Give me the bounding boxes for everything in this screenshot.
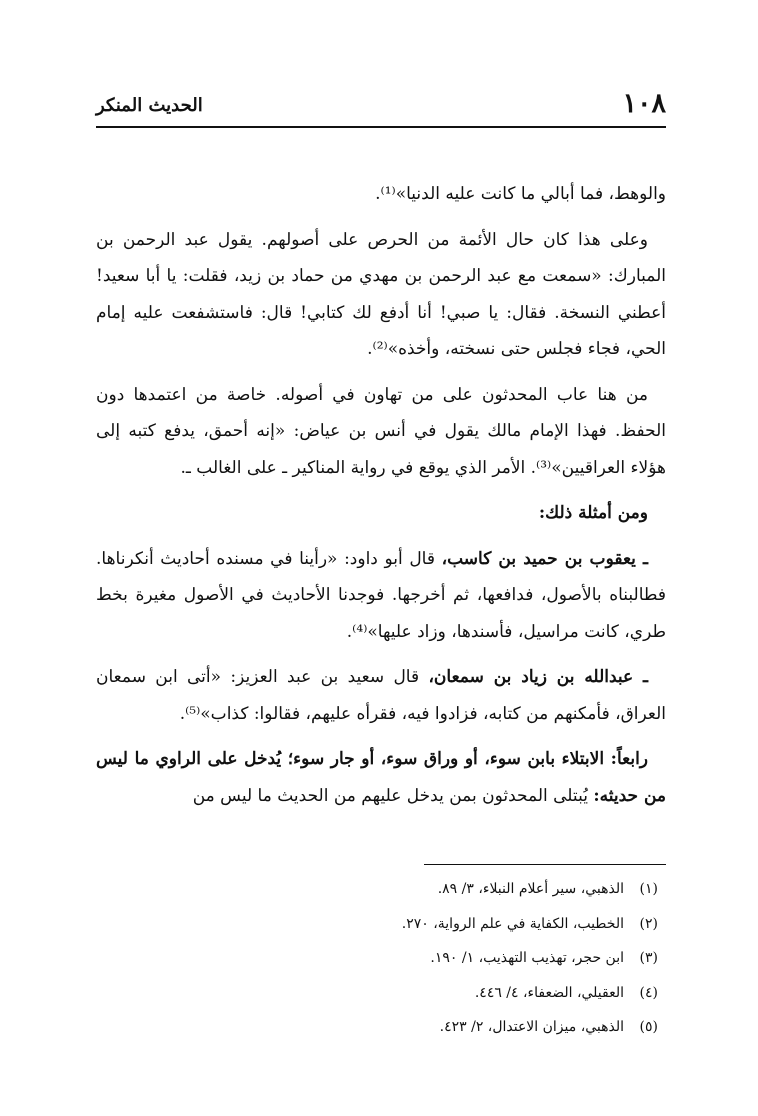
example-2-name: ـ عبدالله بن زياد بن سمعان، bbox=[428, 667, 648, 687]
example-1 bbox=[96, 541, 666, 651]
example-2-text: قال سعيد بن عبد العزيز: «أتى ابن سمعان العراق، فأمكنهم من كتابه، فزادوا فيه، فقرأه عليهم، فقالوا: كذاب»⁽⁵⁾. bbox=[96, 667, 666, 724]
footnote-text: الذهبي، سير أعلام النبلاء، ٣/ ٨٩. bbox=[437, 881, 624, 897]
header-rule bbox=[96, 126, 666, 128]
footnote-number: (٣) bbox=[639, 950, 658, 966]
paragraph-3: من هنا عاب المحدثون على من تهاون في أصوله. خاصة من اعتمدها دون الحفظ. فهذا الإمام مالك يقول في أنس بن عياض: «إنه أحمق، يدفع كتبه إلى هؤلاء العراقيين»⁽³⁾. الأمر الذي يوقع في رواية المناكير ـ على الغالب ـ. bbox=[96, 384, 666, 478]
paragraph-2: وعلى هذا كان حال الأئمة من الحرص على أصولهم. يقول عبد الرحمن بن المبارك: «سمعت مع عبد الرحمن بن مهدي من حماد بن زيد، فقلت: يا أبا سعيد! أعطني النسخة. فقال: يا صبي! أنا أدفع لك كتابي! قال: فاستشفعت عليه إمام الحي، فجاء فجلس حتى نسخته، وأخذه»⁽²⁾. bbox=[96, 229, 666, 359]
footnote-number: (٤) bbox=[639, 984, 658, 1001]
example-2 bbox=[96, 659, 666, 732]
examples-subheading: ومن أمثلة ذلك: bbox=[538, 503, 648, 523]
footnote-number: (١) bbox=[639, 881, 658, 897]
paragraph-1: والوهط، فما أبالي ما كانت عليه الدنيا»⁽¹⁾. bbox=[375, 184, 666, 204]
body-text bbox=[96, 176, 666, 823]
footnotes bbox=[96, 872, 658, 1045]
footnote bbox=[96, 872, 658, 907]
page-number: ١٠٨ bbox=[622, 88, 666, 119]
footnote-text: ابن حجر، تهذيب التهذيب، ١/ ١٩٠. bbox=[430, 950, 624, 966]
footnote-text: الخطيب، الكفاية في علم الرواية، ٢٧٠. bbox=[401, 915, 624, 932]
footnote-number: (٢) bbox=[639, 915, 658, 932]
paragraph-4-text: يُبتلى المحدثون بمن يدخل عليهم من الحديث ما ليس من bbox=[192, 785, 594, 806]
example-1-name: ـ يعقوب بن حميد بن كاسب، bbox=[441, 548, 648, 569]
paragraph-4 bbox=[96, 741, 666, 814]
footnote bbox=[96, 941, 658, 976]
example-1-text: قال أبو داود: «رأينا في مسنده أحاديث أنكرناها. فطالبناه بالأصول، فدافعها، ثم أخرجها. فوجدنا الأحاديث في الأصول مغيرة بخط طري، كانت مراسيل، فأسندها، وزاد عليها»⁽⁴⁾. bbox=[96, 548, 666, 642]
running-title: الحديث المنكر bbox=[96, 95, 203, 116]
footnote-text: الذهبي، ميزان الاعتدال، ٢/ ٤٢٣. bbox=[439, 1019, 624, 1035]
footnote-rule bbox=[424, 864, 666, 865]
footnote bbox=[96, 976, 658, 1011]
footnote-number: (٥) bbox=[639, 1019, 658, 1035]
paragraph-4-heading: رابعاً: الابتلاء بابن سوء، أو وراق سوء، أو جار سوء؛ يُدخل على الراوي ما ليس من حديثه: bbox=[96, 749, 666, 806]
footnote-text: العقيلي، الضعفاء، ٤/ ٤٤٦. bbox=[474, 984, 624, 1001]
footnote bbox=[96, 1010, 658, 1045]
footnote bbox=[96, 907, 658, 942]
page-header bbox=[96, 86, 666, 126]
